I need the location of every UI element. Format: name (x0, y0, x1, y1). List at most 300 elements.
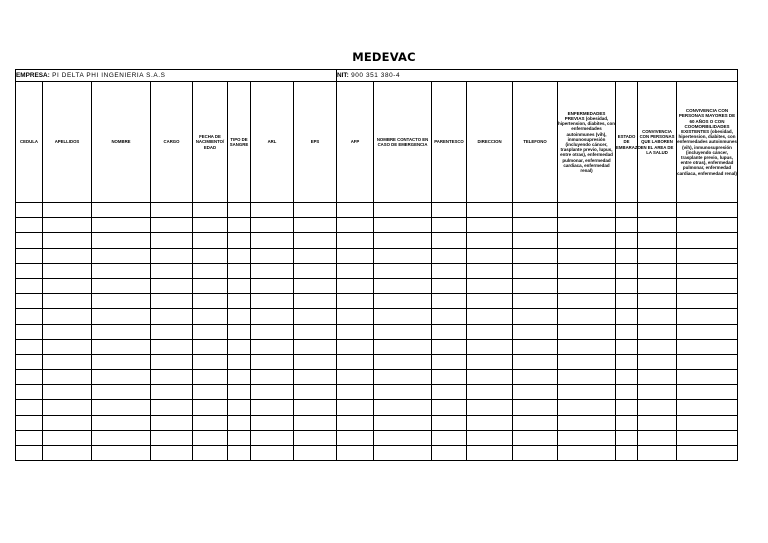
table-cell[interactable] (374, 370, 432, 385)
table-cell[interactable] (151, 415, 193, 430)
table-cell[interactable] (193, 233, 228, 248)
table-cell[interactable] (638, 385, 677, 400)
table-cell[interactable] (92, 203, 151, 218)
table-cell[interactable] (616, 339, 638, 354)
table-cell[interactable] (337, 385, 374, 400)
table-cell[interactable] (677, 233, 738, 248)
table-cell[interactable] (513, 354, 558, 369)
table-cell[interactable] (677, 324, 738, 339)
table-cell[interactable] (677, 415, 738, 430)
table-cell[interactable] (251, 446, 294, 461)
table-cell[interactable] (374, 400, 432, 415)
table-cell[interactable] (677, 446, 738, 461)
table-cell[interactable] (251, 430, 294, 445)
table-cell[interactable] (467, 233, 513, 248)
table-cell[interactable] (337, 233, 374, 248)
table-cell[interactable] (432, 385, 467, 400)
table-cell[interactable] (558, 218, 616, 233)
table-cell[interactable] (43, 354, 92, 369)
table-cell[interactable] (16, 294, 43, 309)
table-cell[interactable] (467, 385, 513, 400)
table-cell[interactable] (337, 278, 374, 293)
table-cell[interactable] (92, 370, 151, 385)
table-cell[interactable] (92, 385, 151, 400)
table-cell[interactable] (337, 218, 374, 233)
table-cell[interactable] (467, 430, 513, 445)
table-cell[interactable] (43, 218, 92, 233)
table-cell[interactable] (337, 339, 374, 354)
table-cell[interactable] (151, 309, 193, 324)
table-cell[interactable] (432, 370, 467, 385)
table-cell[interactable] (513, 309, 558, 324)
table-cell[interactable] (677, 278, 738, 293)
table-cell[interactable] (432, 263, 467, 278)
table-cell[interactable] (677, 385, 738, 400)
table-cell[interactable] (638, 446, 677, 461)
table-cell[interactable] (251, 309, 294, 324)
table-cell[interactable] (374, 446, 432, 461)
table-cell[interactable] (294, 400, 337, 415)
table-cell[interactable] (638, 415, 677, 430)
table-row (16, 415, 738, 430)
table-cell[interactable] (513, 248, 558, 263)
table-cell[interactable] (294, 430, 337, 445)
table-cell[interactable] (43, 385, 92, 400)
table-cell[interactable] (558, 203, 616, 218)
table-cell[interactable] (151, 233, 193, 248)
table-cell[interactable] (92, 278, 151, 293)
table-cell[interactable] (432, 324, 467, 339)
table-cell[interactable] (193, 339, 228, 354)
table-cell[interactable] (513, 385, 558, 400)
table-cell[interactable] (513, 233, 558, 248)
table-cell[interactable] (467, 263, 513, 278)
table-cell[interactable] (16, 354, 43, 369)
table-cell[interactable] (92, 354, 151, 369)
table-cell[interactable] (374, 354, 432, 369)
table-cell[interactable] (616, 278, 638, 293)
table-cell[interactable] (432, 446, 467, 461)
table-cell[interactable] (92, 233, 151, 248)
table-cell[interactable] (251, 415, 294, 430)
table-cell[interactable] (432, 203, 467, 218)
table-cell[interactable] (337, 294, 374, 309)
table-cell[interactable] (294, 324, 337, 339)
table-cell[interactable] (337, 203, 374, 218)
table-cell[interactable] (228, 324, 251, 339)
table-cell[interactable] (43, 248, 92, 263)
table-cell[interactable] (374, 294, 432, 309)
table-cell[interactable] (467, 339, 513, 354)
table-cell[interactable] (467, 203, 513, 218)
table-cell[interactable] (43, 430, 92, 445)
table-cell[interactable] (337, 354, 374, 369)
table-cell[interactable] (558, 233, 616, 248)
table-cell[interactable] (638, 203, 677, 218)
column-header: CONVIVENCIA CON PERSONAS MAYORES DE 60 AÑOS O CON COOMORBILIDADES EXISTENTES (obesidad, hipertension, diabites, con enfermedades autoinmunes (vih), inmunosupresión (incluyendo cáncer, trasplante previo, lupus, entre otras), enfermedad pulmonar, enfermedad cardiaca, enfermedad renal) (677, 82, 738, 203)
table-cell[interactable] (193, 415, 228, 430)
table-cell[interactable] (16, 218, 43, 233)
table-cell[interactable] (92, 400, 151, 415)
table-cell[interactable] (151, 446, 193, 461)
table-cell[interactable] (513, 278, 558, 293)
table-cell[interactable] (432, 278, 467, 293)
table-cell[interactable] (228, 203, 251, 218)
table-cell[interactable] (151, 430, 193, 445)
table-cell[interactable] (432, 218, 467, 233)
table-cell[interactable] (432, 354, 467, 369)
table-cell[interactable] (151, 294, 193, 309)
table-cell[interactable] (193, 294, 228, 309)
table-cell[interactable] (337, 400, 374, 415)
table-cell[interactable] (374, 415, 432, 430)
table-cell[interactable] (251, 324, 294, 339)
table-cell[interactable] (228, 430, 251, 445)
table-cell[interactable] (374, 233, 432, 248)
table-cell[interactable] (16, 415, 43, 430)
table-cell[interactable] (558, 339, 616, 354)
table-cell[interactable] (558, 446, 616, 461)
table-cell[interactable] (677, 203, 738, 218)
table-cell[interactable] (193, 370, 228, 385)
table-cell[interactable] (193, 430, 228, 445)
table-cell[interactable] (228, 248, 251, 263)
table-cell[interactable] (193, 385, 228, 400)
table-cell[interactable] (193, 203, 228, 218)
table-cell[interactable] (228, 370, 251, 385)
table-cell[interactable] (228, 446, 251, 461)
table-cell[interactable] (92, 248, 151, 263)
table-cell[interactable] (294, 415, 337, 430)
table-cell[interactable] (467, 294, 513, 309)
table-cell[interactable] (558, 415, 616, 430)
table-cell[interactable] (228, 233, 251, 248)
table-cell[interactable] (432, 339, 467, 354)
table-cell[interactable] (616, 309, 638, 324)
table-cell[interactable] (513, 446, 558, 461)
table-cell[interactable] (16, 446, 43, 461)
table-cell[interactable] (374, 309, 432, 324)
table-cell[interactable] (151, 370, 193, 385)
table-cell[interactable] (558, 309, 616, 324)
table-cell[interactable] (251, 294, 294, 309)
table-cell[interactable] (294, 248, 337, 263)
table-cell[interactable] (467, 324, 513, 339)
table-cell[interactable] (294, 309, 337, 324)
table-cell[interactable] (616, 415, 638, 430)
table-cell[interactable] (193, 309, 228, 324)
table-cell[interactable] (228, 218, 251, 233)
table-cell[interactable] (43, 400, 92, 415)
table-cell[interactable] (337, 248, 374, 263)
table-cell[interactable] (43, 233, 92, 248)
table-cell[interactable] (677, 354, 738, 369)
table-cell[interactable] (193, 278, 228, 293)
nit-label: NIT: (337, 72, 349, 79)
table-cell[interactable] (251, 233, 294, 248)
table-row (16, 339, 738, 354)
table-cell[interactable] (92, 324, 151, 339)
table-cell[interactable] (558, 278, 616, 293)
table-cell[interactable] (616, 233, 638, 248)
table-row (16, 309, 738, 324)
table-cell[interactable] (616, 248, 638, 263)
table-cell[interactable] (193, 218, 228, 233)
table-cell[interactable] (151, 339, 193, 354)
table-cell[interactable] (228, 415, 251, 430)
table-cell[interactable] (467, 354, 513, 369)
table-cell[interactable] (638, 370, 677, 385)
column-header: TELEFONO (513, 82, 558, 203)
table-cell[interactable] (43, 263, 92, 278)
table-cell[interactable] (43, 339, 92, 354)
table-cell[interactable] (638, 233, 677, 248)
table-cell[interactable] (558, 400, 616, 415)
table-cell[interactable] (467, 309, 513, 324)
table-cell[interactable] (558, 370, 616, 385)
table-cell[interactable] (193, 400, 228, 415)
table-cell[interactable] (294, 218, 337, 233)
table-cell[interactable] (638, 400, 677, 415)
table-cell[interactable] (151, 218, 193, 233)
table-cell[interactable] (193, 354, 228, 369)
table-cell[interactable] (467, 278, 513, 293)
table-cell[interactable] (467, 446, 513, 461)
table-cell[interactable] (151, 278, 193, 293)
table-cell[interactable] (294, 354, 337, 369)
table-cell[interactable] (616, 370, 638, 385)
table-cell[interactable] (43, 294, 92, 309)
table-cell[interactable] (558, 263, 616, 278)
table-cell[interactable] (616, 263, 638, 278)
table-cell[interactable] (374, 339, 432, 354)
table-cell[interactable] (616, 203, 638, 218)
table-cell[interactable] (92, 446, 151, 461)
table-cell[interactable] (677, 309, 738, 324)
table-cell[interactable] (228, 354, 251, 369)
table-cell[interactable] (294, 263, 337, 278)
table-cell[interactable] (337, 430, 374, 445)
table-cell[interactable] (193, 263, 228, 278)
table-cell[interactable] (513, 430, 558, 445)
table-cell[interactable] (638, 263, 677, 278)
table-cell[interactable] (677, 263, 738, 278)
table-cell[interactable] (92, 294, 151, 309)
column-header: NOMBRE CONTACTO EN CASO DE EMERGENCIA (374, 82, 432, 203)
column-header: EPS (294, 82, 337, 203)
table-cell[interactable] (677, 400, 738, 415)
table-cell[interactable] (294, 278, 337, 293)
table-cell[interactable] (43, 203, 92, 218)
table-cell[interactable] (374, 324, 432, 339)
table-cell[interactable] (374, 430, 432, 445)
table-cell[interactable] (467, 400, 513, 415)
table-cell[interactable] (16, 278, 43, 293)
table-cell[interactable] (374, 278, 432, 293)
table-cell[interactable] (92, 430, 151, 445)
table-cell[interactable] (638, 324, 677, 339)
table-cell[interactable] (513, 294, 558, 309)
table-cell[interactable] (92, 339, 151, 354)
table-cell[interactable] (432, 248, 467, 263)
table-cell[interactable] (337, 309, 374, 324)
table-cell[interactable] (228, 385, 251, 400)
table-cell[interactable] (43, 278, 92, 293)
table-cell[interactable] (616, 294, 638, 309)
table-cell[interactable] (337, 324, 374, 339)
table-cell[interactable] (638, 354, 677, 369)
table-cell[interactable] (558, 248, 616, 263)
table-cell[interactable] (337, 370, 374, 385)
table-cell[interactable] (513, 263, 558, 278)
table-cell[interactable] (374, 385, 432, 400)
table-cell[interactable] (43, 324, 92, 339)
table-cell[interactable] (467, 218, 513, 233)
table-cell[interactable] (151, 400, 193, 415)
table-cell[interactable] (638, 294, 677, 309)
table-cell[interactable] (677, 370, 738, 385)
table-cell[interactable] (193, 324, 228, 339)
table-cell[interactable] (616, 385, 638, 400)
table-cell[interactable] (616, 324, 638, 339)
table-cell[interactable] (513, 218, 558, 233)
table-cell[interactable] (467, 370, 513, 385)
table-cell[interactable] (558, 354, 616, 369)
table-cell[interactable] (193, 446, 228, 461)
table-cell[interactable] (43, 370, 92, 385)
table-cell[interactable] (228, 309, 251, 324)
table-cell[interactable] (638, 309, 677, 324)
table-cell[interactable] (16, 233, 43, 248)
table-cell[interactable] (294, 294, 337, 309)
table-cell[interactable] (638, 339, 677, 354)
table-cell[interactable] (616, 430, 638, 445)
table-cell[interactable] (151, 385, 193, 400)
table-cell[interactable] (43, 309, 92, 324)
table-cell[interactable] (251, 263, 294, 278)
table-cell[interactable] (251, 354, 294, 369)
table-cell[interactable] (251, 370, 294, 385)
table-cell[interactable] (374, 203, 432, 218)
table-cell[interactable] (638, 430, 677, 445)
table-cell[interactable] (337, 415, 374, 430)
table-cell[interactable] (677, 430, 738, 445)
table-cell[interactable] (251, 400, 294, 415)
table-cell[interactable] (294, 233, 337, 248)
table-cell[interactable] (374, 218, 432, 233)
table-cell[interactable] (228, 400, 251, 415)
header-row (16, 82, 738, 203)
table-cell[interactable] (43, 446, 92, 461)
empresa-label: EMPRESA: (16, 72, 50, 79)
medevac-table (15, 69, 738, 461)
table-cell[interactable] (228, 263, 251, 278)
table-cell[interactable] (616, 400, 638, 415)
table-cell[interactable] (16, 203, 43, 218)
table-cell[interactable] (92, 263, 151, 278)
table-cell[interactable] (228, 339, 251, 354)
table-cell[interactable] (294, 385, 337, 400)
table-cell[interactable] (16, 339, 43, 354)
table-cell[interactable] (16, 385, 43, 400)
table-cell[interactable] (513, 370, 558, 385)
table-cell[interactable] (151, 263, 193, 278)
table-cell[interactable] (432, 430, 467, 445)
table-cell[interactable] (251, 248, 294, 263)
table-cell[interactable] (151, 203, 193, 218)
table-cell[interactable] (294, 446, 337, 461)
table-cell[interactable] (374, 263, 432, 278)
table-cell[interactable] (616, 354, 638, 369)
table-cell[interactable] (558, 294, 616, 309)
table-cell[interactable] (677, 248, 738, 263)
table-cell[interactable] (151, 354, 193, 369)
table-cell[interactable] (193, 248, 228, 263)
table-cell[interactable] (374, 248, 432, 263)
table-cell[interactable] (638, 248, 677, 263)
table-cell[interactable] (43, 415, 92, 430)
table-cell[interactable] (251, 203, 294, 218)
table-cell[interactable] (616, 218, 638, 233)
table-cell[interactable] (616, 446, 638, 461)
table-cell[interactable] (16, 248, 43, 263)
table-cell[interactable] (513, 400, 558, 415)
table-cell[interactable] (337, 446, 374, 461)
table-cell[interactable] (251, 339, 294, 354)
table-cell[interactable] (638, 278, 677, 293)
table-cell[interactable] (467, 415, 513, 430)
table-cell[interactable] (16, 263, 43, 278)
table-cell[interactable] (151, 324, 193, 339)
table-cell[interactable] (228, 294, 251, 309)
table-cell[interactable] (251, 278, 294, 293)
table-cell[interactable] (151, 248, 193, 263)
table-cell[interactable] (92, 309, 151, 324)
table-cell[interactable] (16, 370, 43, 385)
table-cell[interactable] (467, 248, 513, 263)
table-cell[interactable] (432, 415, 467, 430)
table-cell[interactable] (677, 339, 738, 354)
table-cell[interactable] (294, 370, 337, 385)
table-cell[interactable] (677, 218, 738, 233)
table-cell[interactable] (92, 415, 151, 430)
table-cell[interactable] (251, 385, 294, 400)
table-cell[interactable] (432, 309, 467, 324)
table-cell[interactable] (513, 339, 558, 354)
table-cell[interactable] (337, 263, 374, 278)
table-cell[interactable] (558, 324, 616, 339)
table-cell[interactable] (558, 430, 616, 445)
table-cell[interactable] (16, 324, 43, 339)
table-cell[interactable] (432, 294, 467, 309)
table-cell[interactable] (513, 415, 558, 430)
table-cell[interactable] (677, 294, 738, 309)
table-cell[interactable] (16, 400, 43, 415)
table-cell[interactable] (513, 203, 558, 218)
table-cell[interactable] (432, 400, 467, 415)
table-cell[interactable] (16, 430, 43, 445)
table-cell[interactable] (92, 218, 151, 233)
table-cell[interactable] (513, 324, 558, 339)
table-cell[interactable] (228, 278, 251, 293)
table-cell[interactable] (294, 203, 337, 218)
table-cell[interactable] (251, 218, 294, 233)
table-cell[interactable] (638, 218, 677, 233)
table-cell[interactable] (558, 385, 616, 400)
table-cell[interactable] (294, 339, 337, 354)
table-cell[interactable] (16, 309, 43, 324)
table-cell[interactable] (432, 233, 467, 248)
